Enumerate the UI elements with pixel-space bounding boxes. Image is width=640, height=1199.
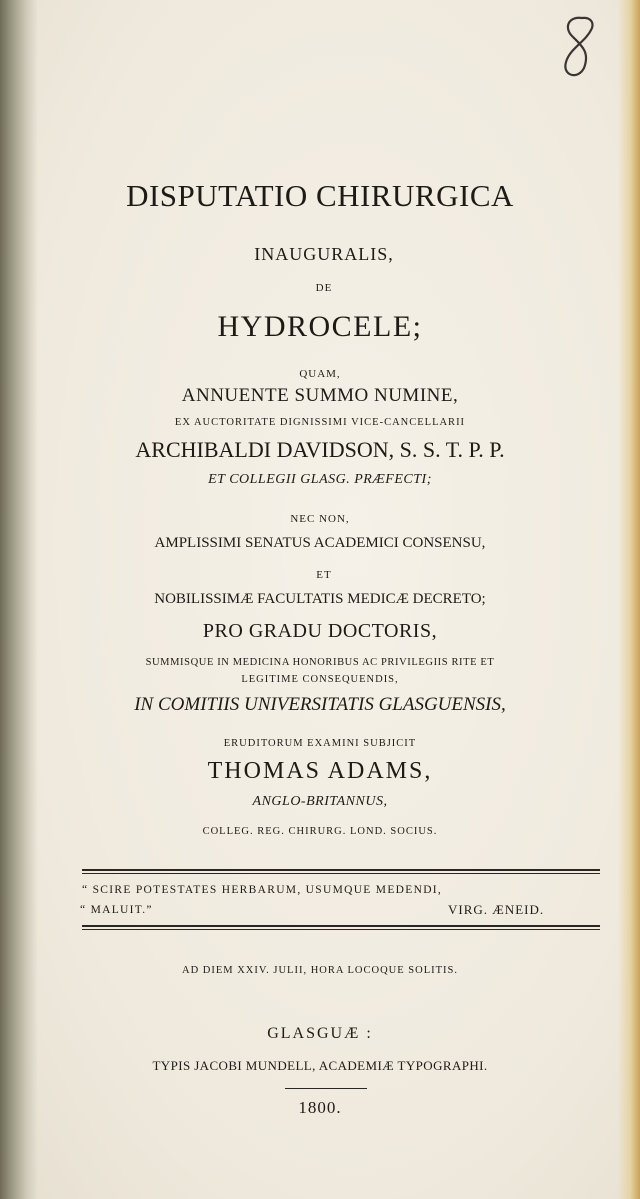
thesis-title: DISPUTATIO CHIRURGICA [126,178,514,213]
author-name: THOMAS ADAMS, [207,758,433,784]
examination-date: AD DIEM XXIV. JULII, HORA LOCOQUE SOLITIS. [181,965,458,976]
lower-rule-thick [82,925,600,927]
quam-word: QUAM, [299,368,341,380]
imprint-year: 1800. [298,1098,342,1117]
ex-auctoritate-line: EX AUCTORITATE DIGNISSIMI VICE-CANCELLARII [174,417,466,428]
eruditorum-line: ERUDITORUM EXAMINI SUBJICIT [223,738,417,749]
nec-non-line: NEC NON, [290,513,350,525]
et-word: ET [316,569,332,581]
author-nationality: ANGLO-BRITANNUS, [252,794,388,809]
handwritten-numeral-8 [556,14,600,84]
facultatis-line: NOBILISSIMÆ FACULTATIS MEDICÆ DECRETO; [154,591,486,607]
imprint-city: GLASGUÆ : [267,1025,373,1042]
epigraph-line-1: “ SCIRE POTESTATES HERBARUM, USUMQUE MEDENDI, [82,884,443,896]
summisque-line-1: SUMMISQUE IN MEDICINA HONORIBUS AC PRIVILEGIIS RITE ET [145,657,495,668]
upper-rule-thick [82,869,600,871]
comitiis-line: IN COMITIIS UNIVERSITATIS GLASGUENSIS, [134,694,506,715]
lower-rule-thin [82,929,600,930]
annuente-line: ANNUENTE SUMMO NUMINE, [181,385,459,406]
senatus-line: AMPLISSIMI SENATUS ACADEMICI CONSENSU, [154,535,486,551]
upper-rule-thin [82,873,600,874]
epigraph-line-2: “ MALUIT.” [80,904,153,916]
thesis-subject: HYDROCELE; [217,310,423,343]
page-edge-stain [618,0,640,1199]
de-word: DE [315,282,333,294]
thesis-subtitle: INAUGURALIS, [254,244,394,264]
vice-chancellor-name: ARCHIBALDI DAVIDSON, S. S. T. P. P. [135,437,505,462]
pro-gradu-line: PRO GRADU DOCTORIS, [202,620,438,642]
binding-spine-shadow [0,0,38,1199]
imprint-printer: TYPIS JACOBI MUNDELL, ACADEMIÆ TYPOGRAPHI. [152,1058,488,1073]
year-short-rule [285,1088,367,1089]
collegii-line: ET COLLEGII GLASG. PRÆFECTI; [208,472,432,487]
author-society: COLLEG. REG. CHIRURG. LOND. SOCIUS. [202,826,438,837]
summisque-line-2: LEGITIME CONSEQUENDIS, [241,674,399,685]
epigraph-source: VIRG. ÆNEID. [448,902,545,917]
